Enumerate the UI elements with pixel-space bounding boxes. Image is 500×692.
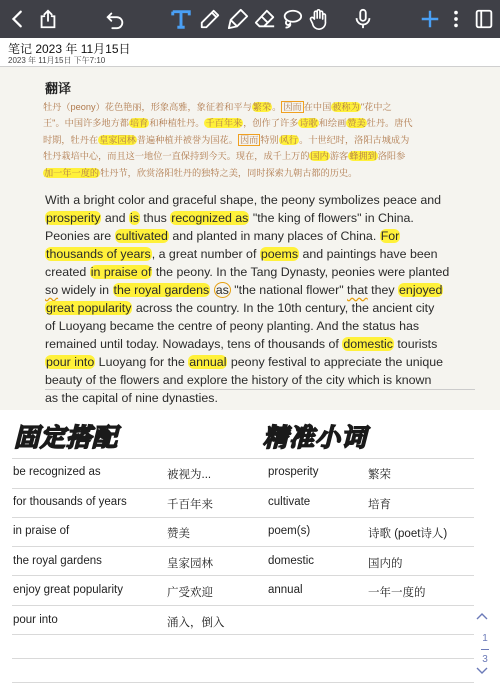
en-text: as the capital of nine dynasties. xyxy=(45,391,218,405)
boxed-word: 因而 xyxy=(283,102,302,112)
cn-text: 在中国 xyxy=(303,102,332,112)
note-timestamp: 2023 年 11月15日 下午7:10 xyxy=(8,56,106,65)
cn-text: 牡丹节，欣赏洛阳牡丹的独特之美，同时探索九朝古都的历史。 xyxy=(100,167,358,178)
en-text: and paintings have been xyxy=(299,247,438,261)
chevron-down-icon[interactable] xyxy=(476,666,488,676)
section-heading: 翻译 xyxy=(45,81,72,96)
cn-text: "花中之 xyxy=(360,102,392,112)
microphone-icon[interactable] xyxy=(351,7,375,31)
cn-text: 时期，牡丹在 xyxy=(43,134,99,145)
phrase-chinese: 广受欢迎 xyxy=(167,587,213,599)
pen-icon[interactable] xyxy=(198,7,222,31)
phrase-chinese: 被视为... xyxy=(167,469,212,481)
en-text: the peony. In the Tang Dynasty, peonies were planted xyxy=(152,265,450,279)
en-line xyxy=(45,335,475,353)
phrase-chinese: 涌入，倒入 xyxy=(167,617,225,629)
word-english: poem(s) xyxy=(268,525,311,537)
english-paragraph xyxy=(45,191,475,407)
eraser-icon[interactable] xyxy=(253,7,277,31)
circled-word: as xyxy=(215,283,229,297)
cn-text: 牡丹栽培中心，而且这一地位一直保持到今天。现在，成千上万的 xyxy=(43,151,310,162)
en-text: thus xyxy=(139,211,171,225)
highlighted-phrase: the royal gardens xyxy=(113,283,210,297)
en-text: "the national flower" xyxy=(230,283,348,297)
boxed-word: 因而 xyxy=(239,134,259,145)
cn-text: 王"。中国许多地方都 xyxy=(43,118,129,129)
word-english: prosperity xyxy=(268,466,319,478)
cn-text: 。 xyxy=(272,102,282,112)
en-text: widely in xyxy=(58,283,113,297)
page-divider xyxy=(481,649,489,650)
chinese-paragraph xyxy=(43,99,461,181)
underlined-word: so xyxy=(45,283,59,297)
phrase-chinese: 千百年来 xyxy=(167,499,213,511)
en-line xyxy=(45,371,475,389)
chevron-up-icon[interactable] xyxy=(476,611,488,621)
cn-line xyxy=(43,99,461,115)
phrase-english: the royal gardens xyxy=(13,555,102,567)
back-chevron-icon[interactable] xyxy=(6,7,30,31)
en-line xyxy=(45,317,475,335)
en-text: and xyxy=(101,211,129,225)
cn-text: 洛阳参 xyxy=(377,151,406,162)
highlighted-phrase: For xyxy=(380,229,400,243)
ruled-line xyxy=(12,517,474,518)
fixed-phrases-heading: 固定搭配 xyxy=(14,423,119,452)
cn-text: 牡丹（peony）花色艳丽，形象高雅，象征着和平与 xyxy=(43,102,252,112)
more-icon[interactable] xyxy=(444,7,468,31)
handwritten-notes[interactable] xyxy=(0,410,500,692)
highlighted-phrase: is xyxy=(129,211,139,225)
word-chinese: 培育 xyxy=(368,499,391,511)
highlighted-phrase: 赞美 xyxy=(347,118,366,129)
cn-text: 普遍种植并被誉为国花。 xyxy=(136,134,238,145)
toolbar xyxy=(0,0,500,38)
page-scroller[interactable] xyxy=(476,611,494,676)
translation-document xyxy=(0,67,500,410)
cn-text: 。十世纪时，洛阳古城成为 xyxy=(299,134,410,145)
total-pages: 3 xyxy=(482,654,488,665)
en-text: they xyxy=(367,283,399,297)
en-text: and planted in many places of China. xyxy=(168,229,380,243)
en-text: beauty of the flowers and explore the history of the city which is known xyxy=(45,373,432,387)
ruled-line xyxy=(12,605,474,606)
highlighted-phrase: in praise of xyxy=(90,265,152,279)
cn-text: 特别 xyxy=(260,134,279,145)
highlighted-phrase: 蜂拥到 xyxy=(349,151,377,162)
pages-icon[interactable] xyxy=(472,7,496,31)
en-text: remained until today. Nowadays, tens of thousands of xyxy=(45,337,343,351)
en-line xyxy=(45,227,475,245)
highlighted-phrase: 加一年一度的 xyxy=(44,167,100,178)
highlighted-phrase: 国内 xyxy=(310,151,329,162)
ruled-line xyxy=(12,488,474,489)
highlighted-phrase: poems xyxy=(260,247,299,261)
phrase-english: enjoy great popularity xyxy=(13,584,123,596)
undo-icon[interactable] xyxy=(103,7,127,31)
highlighted-phrase: thousands of years xyxy=(46,247,151,261)
en-line xyxy=(45,209,475,227)
current-page: 1 xyxy=(482,633,488,644)
plus-icon[interactable] xyxy=(418,7,442,31)
ruled-line xyxy=(12,658,474,659)
phrase-english: pour into xyxy=(13,614,58,626)
en-line xyxy=(45,299,475,317)
cn-text: ，创作了许多 xyxy=(243,118,299,129)
phrase-chinese: 皇家园林 xyxy=(167,558,213,570)
note-title[interactable]: 笔记 2023 年 11月15日 xyxy=(8,42,131,56)
en-text: tourists xyxy=(393,337,438,351)
cn-text: 游客 xyxy=(329,151,349,162)
ruled-line xyxy=(12,575,474,576)
lasso-icon[interactable] xyxy=(280,7,304,31)
en-text: "the king of flowers" in China. xyxy=(249,211,414,225)
cn-line xyxy=(43,132,461,148)
highlighted-phrase: 繁荣 xyxy=(252,102,272,112)
highlighted-phrase: 培育 xyxy=(129,118,149,129)
cn-line xyxy=(43,148,461,164)
en-text: created xyxy=(45,265,90,279)
precise-words-heading: 精准小词 xyxy=(263,423,368,452)
phrase-chinese: 赞美 xyxy=(167,528,190,540)
highlighted-phrase: 皇家园林 xyxy=(99,134,136,145)
en-line xyxy=(45,263,475,281)
underlined-word: that xyxy=(347,283,368,297)
highlighted-phrase: great popularity xyxy=(46,301,132,315)
en-text: Luoyang for the xyxy=(95,355,189,369)
cn-text: 和种植牡丹。 xyxy=(149,118,205,129)
highlighted-phrase: 诗歌 xyxy=(299,118,318,129)
ruled-line xyxy=(12,458,474,459)
highlighted-phrase: 风行 xyxy=(279,134,299,145)
phrase-english: in praise of xyxy=(13,525,70,537)
highlighted-phrase: cultivated xyxy=(115,229,168,243)
en-text: peony festival to appreciate the unique xyxy=(227,355,444,369)
ruled-line xyxy=(12,634,474,635)
highlighted-phrase: domestic xyxy=(343,337,393,351)
en-text: Peonies are xyxy=(45,229,115,243)
en-text: of Luoyang became the centre of peony planting. And the status has xyxy=(45,319,420,333)
divider xyxy=(45,389,475,390)
phrase-english: for thousands of years xyxy=(13,496,127,508)
highlighted-phrase: 千百年来 xyxy=(205,118,243,129)
cn-text: 牡丹。唐代 xyxy=(366,118,413,129)
cn-line xyxy=(43,165,461,181)
en-line xyxy=(45,389,475,407)
word-chinese: 国内的 xyxy=(368,558,403,570)
highlighted-phrase: prosperity xyxy=(46,211,101,225)
word-chinese: 诗歌 (poet诗人) xyxy=(368,528,448,540)
word-english: domestic xyxy=(268,555,315,567)
highlighted-phrase: recognized as xyxy=(171,211,249,225)
en-text: across the country. In the 10th century, the ancient city xyxy=(132,301,435,315)
word-english: annual xyxy=(268,584,303,596)
ruled-line xyxy=(12,546,474,547)
cn-text: 和绘画 xyxy=(318,118,347,129)
highlighted-phrase: annual xyxy=(189,355,227,369)
en-line xyxy=(45,353,475,371)
word-english: cultivate xyxy=(268,496,311,508)
ruled-line xyxy=(12,682,474,683)
phrase-english: be recognized as xyxy=(13,466,101,478)
highlighted-phrase: 被称为 xyxy=(332,102,360,112)
text-tool-icon[interactable] xyxy=(169,7,193,31)
word-chinese: 一年一度的 xyxy=(368,587,426,599)
en-text: With a bright color and graceful shape, the peony symbolizes peace and xyxy=(45,193,442,207)
cn-line xyxy=(43,115,461,131)
en-line xyxy=(45,245,475,263)
hand-tool-icon[interactable] xyxy=(307,7,331,31)
highlighted-phrase: enjoyed xyxy=(399,283,443,297)
en-line xyxy=(45,281,475,299)
word-chinese: 繁荣 xyxy=(368,469,391,481)
highlighted-phrase: pour into xyxy=(46,355,95,369)
highlighter-icon[interactable] xyxy=(226,7,250,31)
share-icon[interactable] xyxy=(36,7,60,31)
en-text: , a great number of xyxy=(151,247,260,261)
en-line xyxy=(45,191,475,209)
